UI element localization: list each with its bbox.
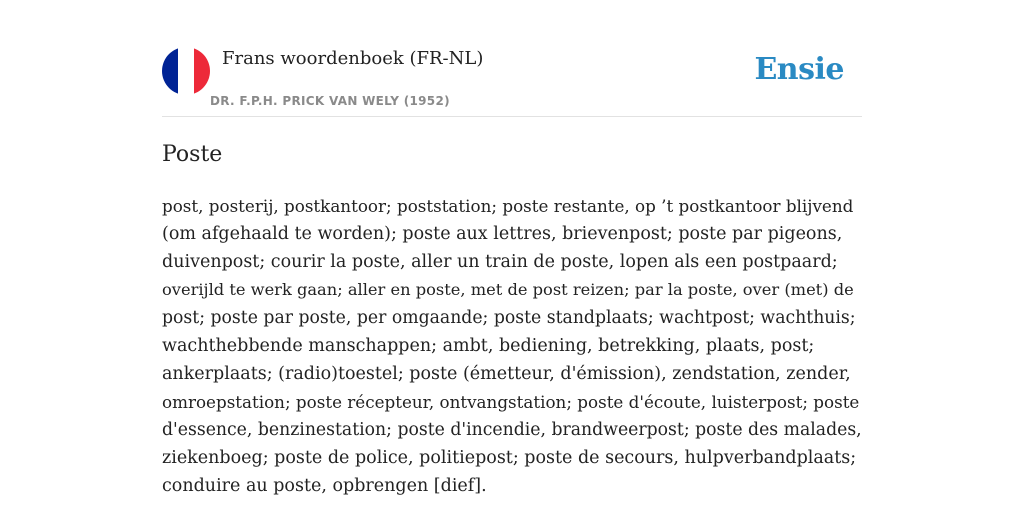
definition-line: ankerplaats; (radio)toestel; poste (émetteur, d'émission), zendstation, zender,: [162, 364, 851, 384]
entry-title: Poste: [162, 142, 223, 167]
ensie-logo[interactable]: Ensie: [754, 52, 844, 87]
definition-line: overijld te werk gaan; aller en poste, met de post reizen; par la poste, over (met) de: [162, 280, 854, 299]
definition-line: wachthebbende manschappen; ambt, bediening, betrekking, plaats, post;: [162, 336, 815, 356]
definition-line: ziekenboeg; poste de police, politiepost; poste de secours, hulpverbandplaats;: [162, 448, 857, 468]
dictionary-header: [162, 44, 862, 117]
definition-line: omroepstation; poste récepteur, ontvangstation; poste d'écoute, luisterpost; poste: [162, 392, 860, 412]
definition-line: d'essence, benzinestation; poste d'incendie, brandweerpost; poste des malades,: [162, 420, 862, 440]
definition-line: post, posterij, postkantoor; poststation; poste restante, op ’t postkantoor blijvend: [162, 196, 854, 216]
definition-line: conduire au poste, opbrengen [dief].: [162, 476, 487, 496]
definition-line: duivenpost; courir la poste, aller un train de poste, lopen als een postpaard;: [162, 252, 838, 272]
french-flag-icon: [162, 47, 210, 95]
definition-line: (om afgehaald te worden); poste aux lettres, brievenpost; poste par pigeons,: [162, 224, 843, 244]
dictionary-title[interactable]: Frans woordenboek (FR-NL): [222, 48, 484, 69]
entry-definition: [162, 192, 862, 500]
dictionary-author: DR. F.P.H. PRICK VAN WELY (1952): [210, 94, 450, 108]
definition-line: post; poste par poste, per omgaande; poste standplaats; wachtpost; wachthuis;: [162, 308, 856, 328]
dictionary-entry-card: [162, 0, 862, 512]
